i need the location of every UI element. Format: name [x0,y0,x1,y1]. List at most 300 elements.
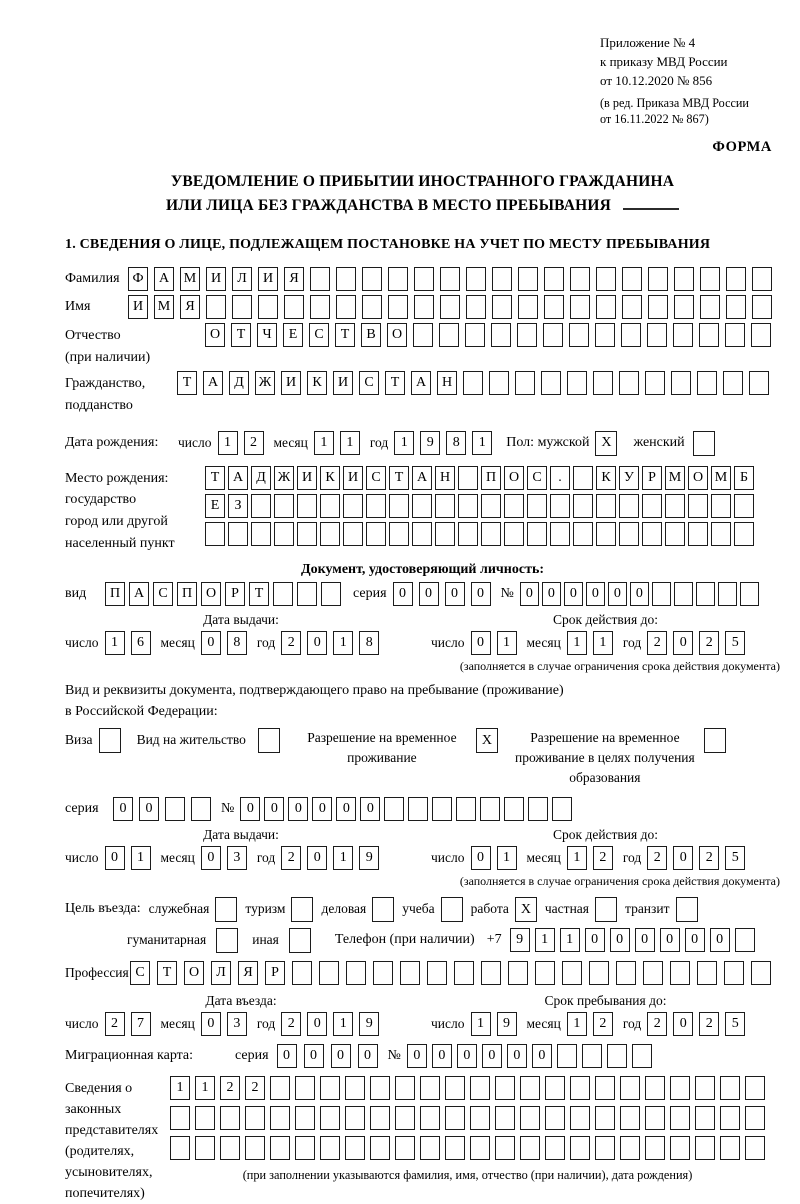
char-cell[interactable]: 0 [520,582,539,606]
char-cell[interactable]: 0 [710,928,730,952]
char-cell[interactable] [470,1076,490,1100]
char-cell[interactable] [336,295,356,319]
char-cell[interactable]: О [201,582,221,606]
char-cell[interactable]: 1 [472,431,492,455]
char-cell[interactable] [466,267,486,291]
char-cell[interactable] [674,582,693,606]
char-cell[interactable] [557,1044,577,1068]
char-cell[interactable]: 2 [647,846,667,870]
char-cell[interactable]: Л [211,961,231,985]
char-cell[interactable] [295,1136,315,1160]
char-cell[interactable]: И [128,295,148,319]
char-cell[interactable]: П [481,466,501,490]
char-cell[interactable] [645,1136,665,1160]
char-cell[interactable] [370,1106,390,1130]
char-cell[interactable]: 0 [673,631,693,655]
char-cell[interactable] [670,1106,690,1130]
char-cell[interactable] [273,582,293,606]
char-cell[interactable] [620,1136,640,1160]
char-cell[interactable] [720,1136,740,1160]
char-cell[interactable] [205,522,225,546]
char-cell[interactable] [648,295,668,319]
char-cell[interactable]: Р [265,961,285,985]
char-cell[interactable] [345,1106,365,1130]
char-cell[interactable] [647,323,667,347]
char-cell[interactable]: 1 [333,846,353,870]
char-cell[interactable]: 2 [281,846,301,870]
char-cell[interactable]: О [688,466,708,490]
purpose-business-checkbox[interactable] [372,897,394,922]
char-cell[interactable] [321,582,341,606]
char-cell[interactable]: 0 [358,1044,378,1068]
char-cell[interactable]: 2 [699,846,719,870]
char-cell[interactable] [292,961,312,985]
char-cell[interactable] [320,1136,340,1160]
char-cell[interactable] [670,1076,690,1100]
char-cell[interactable] [456,797,476,821]
char-cell[interactable]: К [307,371,327,395]
char-cell[interactable] [695,1076,715,1100]
char-cell[interactable]: 1 [131,846,151,870]
char-cell[interactable]: И [343,466,363,490]
char-cell[interactable] [412,522,432,546]
char-cell[interactable] [517,323,537,347]
char-cell[interactable] [384,797,404,821]
char-cell[interactable]: З [228,494,248,518]
char-cell[interactable] [274,494,294,518]
char-cell[interactable] [665,494,685,518]
char-cell[interactable] [569,323,589,347]
char-cell[interactable] [518,295,538,319]
char-cell[interactable]: 9 [359,1012,379,1036]
char-cell[interactable]: 0 [660,928,680,952]
char-cell[interactable] [310,267,330,291]
char-cell[interactable] [445,1136,465,1160]
char-cell[interactable] [481,494,501,518]
char-cell[interactable] [295,1076,315,1100]
char-cell[interactable]: Т [249,582,269,606]
char-cell[interactable]: А [411,371,431,395]
char-cell[interactable] [570,1136,590,1160]
char-cell[interactable]: 0 [240,797,260,821]
gender-male-checkbox[interactable]: X [595,431,617,456]
char-cell[interactable] [645,371,665,395]
char-cell[interactable]: 0 [673,1012,693,1036]
char-cell[interactable] [251,522,271,546]
char-cell[interactable] [527,522,547,546]
purpose-official-checkbox[interactable] [215,897,237,922]
char-cell[interactable] [567,371,587,395]
char-cell[interactable]: М [711,466,731,490]
char-cell[interactable] [670,1136,690,1160]
char-cell[interactable]: С [359,371,379,395]
char-cell[interactable]: М [154,295,174,319]
char-cell[interactable]: 0 [331,1044,351,1068]
char-cell[interactable] [373,961,393,985]
char-cell[interactable] [389,522,409,546]
char-cell[interactable]: С [309,323,329,347]
char-cell[interactable] [195,1106,215,1130]
char-cell[interactable] [562,961,582,985]
char-cell[interactable] [573,522,593,546]
temp-residence-checkbox[interactable]: X [476,728,498,753]
char-cell[interactable] [420,1136,440,1160]
char-cell[interactable] [320,494,340,518]
char-cell[interactable]: Н [435,466,455,490]
char-cell[interactable] [544,295,564,319]
char-cell[interactable] [495,1136,515,1160]
char-cell[interactable] [589,961,609,985]
char-cell[interactable]: 0 [564,582,583,606]
char-cell[interactable]: 9 [497,1012,517,1036]
char-cell[interactable] [752,295,772,319]
char-cell[interactable] [319,961,339,985]
char-cell[interactable]: 0 [635,928,655,952]
char-cell[interactable] [470,1106,490,1130]
char-cell[interactable] [439,323,459,347]
char-cell[interactable] [616,961,636,985]
purpose-humanitarian-checkbox[interactable] [216,928,238,953]
char-cell[interactable] [345,1076,365,1100]
char-cell[interactable] [711,522,731,546]
char-cell[interactable] [420,1106,440,1130]
char-cell[interactable]: 1 [394,431,414,455]
char-cell[interactable] [274,522,294,546]
char-cell[interactable] [700,295,720,319]
char-cell[interactable]: 9 [510,928,530,952]
char-cell[interactable] [570,267,590,291]
char-cell[interactable]: С [153,582,173,606]
char-cell[interactable] [346,961,366,985]
char-cell[interactable]: 0 [608,582,627,606]
char-cell[interactable]: А [412,466,432,490]
char-cell[interactable]: О [205,323,225,347]
char-cell[interactable] [620,1106,640,1130]
char-cell[interactable] [552,797,572,821]
char-cell[interactable] [723,371,743,395]
char-cell[interactable]: Л [232,267,252,291]
char-cell[interactable]: Е [205,494,225,518]
char-cell[interactable] [607,1044,627,1068]
char-cell[interactable]: И [206,267,226,291]
char-cell[interactable]: 0 [482,1044,502,1068]
char-cell[interactable]: 0 [393,582,413,606]
char-cell[interactable]: 2 [281,631,301,655]
char-cell[interactable]: 0 [457,1044,477,1068]
char-cell[interactable] [191,797,211,821]
char-cell[interactable] [745,1076,765,1100]
char-cell[interactable]: 0 [288,797,308,821]
char-cell[interactable] [295,1106,315,1130]
char-cell[interactable] [670,961,690,985]
char-cell[interactable]: 1 [497,846,517,870]
char-cell[interactable]: Т [205,466,225,490]
char-cell[interactable] [752,267,772,291]
char-cell[interactable] [718,582,737,606]
char-cell[interactable]: Я [180,295,200,319]
char-cell[interactable]: 2 [699,631,719,655]
char-cell[interactable]: К [320,466,340,490]
char-cell[interactable] [520,1076,540,1100]
char-cell[interactable] [414,267,434,291]
char-cell[interactable] [545,1076,565,1100]
purpose-study-checkbox[interactable] [441,897,463,922]
residence-permit-checkbox[interactable] [258,728,280,753]
char-cell[interactable] [165,797,185,821]
char-cell[interactable] [320,1076,340,1100]
char-cell[interactable]: 0 [432,1044,452,1068]
char-cell[interactable] [665,522,685,546]
char-cell[interactable] [251,494,271,518]
char-cell[interactable] [596,522,616,546]
char-cell[interactable]: 1 [314,431,334,455]
char-cell[interactable] [648,267,668,291]
char-cell[interactable] [582,1044,602,1068]
char-cell[interactable]: 5 [725,846,745,870]
char-cell[interactable]: 1 [593,631,613,655]
char-cell[interactable] [504,522,524,546]
char-cell[interactable] [688,494,708,518]
char-cell[interactable]: 1 [567,631,587,655]
char-cell[interactable] [695,1106,715,1130]
char-cell[interactable] [622,267,642,291]
char-cell[interactable] [645,1076,665,1100]
char-cell[interactable]: . [550,466,570,490]
char-cell[interactable] [595,1136,615,1160]
char-cell[interactable] [258,295,278,319]
char-cell[interactable] [435,494,455,518]
char-cell[interactable]: 2 [593,846,613,870]
char-cell[interactable] [695,1136,715,1160]
char-cell[interactable]: А [228,466,248,490]
char-cell[interactable] [195,1136,215,1160]
char-cell[interactable]: Н [437,371,457,395]
char-cell[interactable]: Т [177,371,197,395]
char-cell[interactable] [745,1106,765,1130]
char-cell[interactable] [465,323,485,347]
char-cell[interactable] [570,1076,590,1100]
char-cell[interactable] [595,1076,615,1100]
char-cell[interactable] [435,522,455,546]
char-cell[interactable] [458,522,478,546]
char-cell[interactable]: 0 [336,797,356,821]
char-cell[interactable] [735,928,755,952]
char-cell[interactable]: 9 [359,846,379,870]
place-blank-line[interactable] [623,195,679,210]
char-cell[interactable] [688,522,708,546]
char-cell[interactable] [643,961,663,985]
char-cell[interactable]: Д [229,371,249,395]
char-cell[interactable] [697,961,717,985]
char-cell[interactable]: К [596,466,616,490]
char-cell[interactable]: М [665,466,685,490]
char-cell[interactable]: 0 [471,846,491,870]
char-cell[interactable]: 0 [307,1012,327,1036]
char-cell[interactable]: 2 [245,1076,265,1100]
char-cell[interactable]: 0 [673,846,693,870]
char-cell[interactable]: А [129,582,149,606]
char-cell[interactable]: 0 [685,928,705,952]
char-cell[interactable] [495,1106,515,1130]
char-cell[interactable] [492,295,512,319]
char-cell[interactable] [395,1136,415,1160]
char-cell[interactable]: 0 [201,631,221,655]
char-cell[interactable] [466,295,486,319]
char-cell[interactable]: И [333,371,353,395]
char-cell[interactable] [697,371,717,395]
char-cell[interactable]: 0 [419,582,439,606]
char-cell[interactable] [366,494,386,518]
char-cell[interactable] [420,1076,440,1100]
char-cell[interactable]: 8 [227,631,247,655]
char-cell[interactable] [528,797,548,821]
char-cell[interactable] [508,961,528,985]
char-cell[interactable] [593,371,613,395]
char-cell[interactable]: П [105,582,125,606]
temp-residence-edu-checkbox[interactable] [704,728,726,753]
char-cell[interactable] [543,323,563,347]
char-cell[interactable] [573,494,593,518]
char-cell[interactable]: А [154,267,174,291]
char-cell[interactable] [545,1106,565,1130]
char-cell[interactable] [620,1076,640,1100]
char-cell[interactable]: П [177,582,197,606]
visa-checkbox[interactable] [99,728,121,753]
char-cell[interactable]: 0 [113,797,133,821]
char-cell[interactable] [573,466,593,490]
char-cell[interactable]: 0 [585,928,605,952]
char-cell[interactable] [518,267,538,291]
char-cell[interactable] [550,522,570,546]
char-cell[interactable]: 1 [333,1012,353,1036]
purpose-other-checkbox[interactable] [289,928,311,953]
char-cell[interactable] [550,494,570,518]
char-cell[interactable]: 0 [277,1044,297,1068]
purpose-work-checkbox[interactable]: X [515,897,537,922]
char-cell[interactable]: М [180,267,200,291]
char-cell[interactable] [642,494,662,518]
char-cell[interactable]: 0 [471,582,491,606]
char-cell[interactable]: 2 [593,1012,613,1036]
char-cell[interactable] [454,961,474,985]
char-cell[interactable] [270,1106,290,1130]
char-cell[interactable]: 1 [218,431,238,455]
char-cell[interactable]: 0 [201,1012,221,1036]
char-cell[interactable]: 1 [497,631,517,655]
char-cell[interactable] [527,494,547,518]
char-cell[interactable] [619,494,639,518]
char-cell[interactable] [492,267,512,291]
char-cell[interactable] [481,522,501,546]
char-cell[interactable]: 7 [131,1012,151,1036]
char-cell[interactable]: 2 [244,431,264,455]
char-cell[interactable]: 2 [220,1076,240,1100]
char-cell[interactable] [170,1136,190,1160]
char-cell[interactable]: О [387,323,407,347]
char-cell[interactable] [445,1076,465,1100]
char-cell[interactable] [345,1136,365,1160]
char-cell[interactable] [724,961,744,985]
char-cell[interactable] [515,371,535,395]
char-cell[interactable] [310,295,330,319]
char-cell[interactable]: 1 [333,631,353,655]
char-cell[interactable]: 0 [360,797,380,821]
char-cell[interactable] [463,371,483,395]
char-cell[interactable] [504,494,524,518]
char-cell[interactable]: 0 [610,928,630,952]
char-cell[interactable] [297,582,317,606]
char-cell[interactable]: 2 [281,1012,301,1036]
char-cell[interactable] [520,1106,540,1130]
char-cell[interactable] [427,961,447,985]
char-cell[interactable] [570,1106,590,1130]
char-cell[interactable] [734,494,754,518]
char-cell[interactable]: 0 [445,582,465,606]
char-cell[interactable]: 0 [201,846,221,870]
char-cell[interactable] [700,267,720,291]
char-cell[interactable] [645,1106,665,1130]
char-cell[interactable] [370,1136,390,1160]
char-cell[interactable] [343,522,363,546]
char-cell[interactable] [751,323,771,347]
char-cell[interactable] [740,582,759,606]
char-cell[interactable]: 0 [532,1044,552,1068]
char-cell[interactable]: 0 [507,1044,527,1068]
char-cell[interactable]: 0 [139,797,159,821]
char-cell[interactable] [370,1076,390,1100]
char-cell[interactable] [596,267,616,291]
char-cell[interactable]: 0 [312,797,332,821]
char-cell[interactable] [652,582,671,606]
char-cell[interactable]: 3 [227,1012,247,1036]
char-cell[interactable]: Ж [255,371,275,395]
char-cell[interactable] [366,522,386,546]
char-cell[interactable] [388,267,408,291]
char-cell[interactable] [220,1106,240,1130]
char-cell[interactable] [699,323,719,347]
char-cell[interactable] [232,295,252,319]
char-cell[interactable] [228,522,248,546]
char-cell[interactable]: С [130,961,150,985]
char-cell[interactable]: И [281,371,301,395]
char-cell[interactable]: 2 [105,1012,125,1036]
char-cell[interactable]: 0 [307,846,327,870]
char-cell[interactable]: Р [225,582,245,606]
char-cell[interactable] [481,961,501,985]
char-cell[interactable]: С [527,466,547,490]
char-cell[interactable] [619,371,639,395]
char-cell[interactable]: 5 [725,1012,745,1036]
char-cell[interactable] [674,295,694,319]
char-cell[interactable]: Т [335,323,355,347]
char-cell[interactable] [720,1076,740,1100]
char-cell[interactable] [495,1076,515,1100]
char-cell[interactable] [696,582,715,606]
char-cell[interactable] [749,371,769,395]
char-cell[interactable] [734,522,754,546]
char-cell[interactable] [270,1136,290,1160]
char-cell[interactable] [440,295,460,319]
char-cell[interactable] [595,1106,615,1130]
char-cell[interactable] [389,494,409,518]
char-cell[interactable] [726,295,746,319]
char-cell[interactable] [458,494,478,518]
char-cell[interactable]: И [297,466,317,490]
char-cell[interactable]: 1 [567,1012,587,1036]
char-cell[interactable]: О [184,961,204,985]
char-cell[interactable] [726,267,746,291]
char-cell[interactable] [284,295,304,319]
